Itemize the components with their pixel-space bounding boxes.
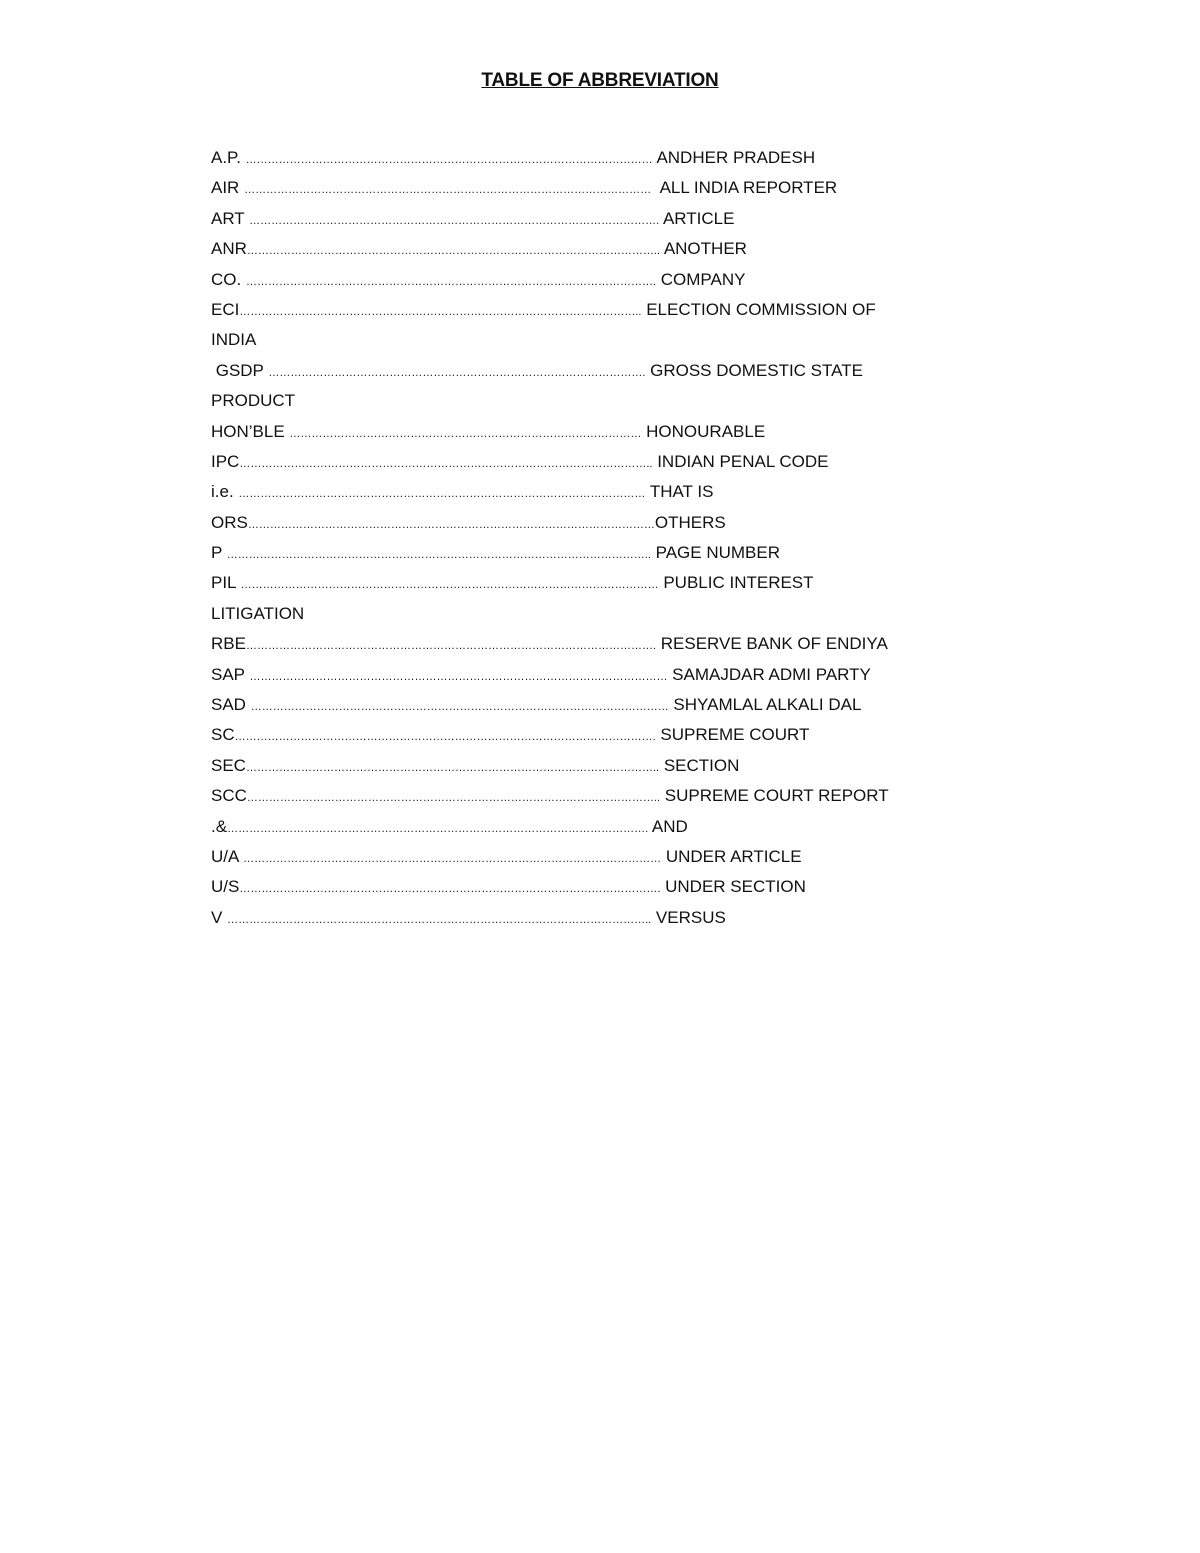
abbreviation-entry xyxy=(211,234,1041,264)
page-title: TABLE OF ABBREVIATION xyxy=(481,70,719,91)
abbreviation-entry xyxy=(211,538,1041,568)
abbreviation-entry xyxy=(211,720,1041,750)
expansion: UNDER ARTICLE xyxy=(661,846,802,866)
dot-leader: …………………………………………………………………………………………………… xyxy=(243,852,662,865)
dot-leader: …………………………………………………………………………………………………. xyxy=(249,214,660,227)
abbreviation-entry xyxy=(211,660,1041,690)
abbreviation: ANR xyxy=(211,239,247,259)
abbreviation-entry xyxy=(211,143,1041,173)
abbreviation-entry xyxy=(211,356,1041,386)
abbreviation: GSDP xyxy=(211,360,269,380)
dot-leader: …………………………………………………………………………………………………….. xyxy=(227,913,652,926)
dot-leader: ……………………………………………………………………………………………………. xyxy=(239,883,661,896)
dot-leader: ……………………………………………………………………………………………………. xyxy=(234,731,656,744)
abbreviation-entry xyxy=(211,477,1041,507)
abbreviation: RBE xyxy=(211,634,246,654)
expansion: SHYAMLAL ALKALI DAL xyxy=(668,695,862,715)
dot-leader: ………………………………………………………………………………………………… xyxy=(245,154,653,166)
abbreviation: AIR xyxy=(211,178,245,198)
abbreviation-entry xyxy=(211,447,1041,477)
entry-continuation xyxy=(211,325,1041,355)
entry-continuation xyxy=(211,386,1041,416)
abbreviation: U/S xyxy=(211,877,240,897)
expansion: ANDHER PRADESH xyxy=(652,148,816,167)
dot-leader: ………………………………………………………………………………………………… xyxy=(244,184,652,197)
abbreviation-entry xyxy=(211,903,1041,933)
expansion: ELECTION COMMISSION OF xyxy=(641,299,876,319)
abbreviation-entry xyxy=(211,812,1041,842)
expansion: ALL INDIA REPORTER xyxy=(651,178,838,198)
expansion: SUPREME COURT xyxy=(655,725,810,745)
abbreviation: .& xyxy=(211,816,228,836)
abbreviation-entry xyxy=(211,173,1041,203)
entry-continuation xyxy=(211,599,1041,629)
abbreviation-entry xyxy=(211,629,1041,659)
abbreviation-entry xyxy=(211,417,1041,447)
dot-leader: ……………………………………………………………………………………………………. xyxy=(227,822,649,835)
abbreviation-entry xyxy=(211,295,1041,325)
abbreviation: i.e. xyxy=(211,482,239,502)
abbreviation: V xyxy=(211,907,228,927)
expansion: SUPREME COURT REPORT xyxy=(660,786,889,806)
dot-leader: …………………………………………………………………………………………………… xyxy=(249,670,668,683)
expansion: AND xyxy=(648,816,688,836)
expansion: HONOURABLE xyxy=(641,421,766,441)
expansion-continuation: PRODUCT xyxy=(211,391,296,411)
expansion: RESERVE BANK OF ENDIYA xyxy=(656,634,888,654)
abbreviation: SAD xyxy=(211,695,251,715)
abbreviation-entry xyxy=(211,508,1041,538)
dot-leader: …………………………………………………………………………………… xyxy=(289,427,642,440)
abbreviation: HON’BLE xyxy=(211,421,290,441)
expansion: UNDER SECTION xyxy=(660,877,806,897)
expansion: COMPANY xyxy=(656,269,746,289)
dot-leader: ……………………………………………………………………………………………….. xyxy=(239,305,642,318)
expansion: GROSS DOMESTIC STATE xyxy=(645,360,863,380)
abbreviation: ECI xyxy=(211,299,240,319)
abbreviation: P xyxy=(211,543,227,563)
dot-leader: …………………………………………………………………………………………………… xyxy=(240,579,659,592)
dot-leader: …………………………………………………………………………………………………….. xyxy=(226,549,651,562)
abbreviation: ART xyxy=(211,208,250,228)
abbreviation: CO. xyxy=(211,269,246,289)
abbreviation: SCC xyxy=(211,786,247,806)
abbreviation-entry xyxy=(211,751,1041,781)
dot-leader: …………………………………………………………………………………………. xyxy=(268,366,646,379)
dot-leader: …………………………………………………………………………………………………. xyxy=(245,275,657,288)
expansion: PAGE NUMBER xyxy=(650,543,780,563)
abbreviation-entry xyxy=(211,842,1041,872)
expansion-continuation: INDIA xyxy=(211,330,257,350)
abbreviation-entry xyxy=(211,568,1041,598)
expansion: PUBLIC INTEREST xyxy=(658,573,814,593)
expansion: SECTION xyxy=(659,755,740,775)
abbreviation-entry xyxy=(211,265,1041,295)
abbreviation: SAP xyxy=(211,664,250,684)
dot-leader: ………………………………………………………………………………………………….. xyxy=(246,245,661,258)
dot-leader: ………………………………………………………………………………………………….. xyxy=(245,761,660,774)
abbreviation-entry xyxy=(211,690,1041,720)
abbreviation: U/A xyxy=(211,846,244,866)
expansion: ANOTHER xyxy=(660,239,747,259)
dot-leader: …………………………………………………………………………………………………. xyxy=(245,640,657,653)
abbreviation-entry xyxy=(211,204,1041,234)
expansion: ARTICLE xyxy=(659,208,735,228)
dot-leader: ………………………………………………………………………………………………….. xyxy=(239,457,653,470)
expansion: OTHERS xyxy=(654,512,726,532)
expansion: THAT IS xyxy=(645,482,714,502)
dot-leader: …………………………………………………………………………………………………… xyxy=(250,701,669,714)
abbreviation: A.P. xyxy=(211,148,246,167)
abbreviation: SEC xyxy=(211,755,246,775)
abbreviation: IPC xyxy=(211,451,240,471)
expansion-continuation: LITIGATION xyxy=(211,603,305,623)
abbreviation: ORS xyxy=(211,512,248,532)
dot-leader: ………………………………………………………………………………………………… xyxy=(238,488,646,501)
expansion: VERSUS xyxy=(651,907,726,927)
abbreviation: PIL xyxy=(211,573,241,593)
abbreviation-entry xyxy=(211,872,1041,902)
abbreviation: SC xyxy=(211,725,235,745)
expansion: SAMAJDAR ADMI PARTY xyxy=(667,664,871,684)
dot-leader: ………………………………………………………………………………………………….. xyxy=(246,792,661,805)
abbreviation-entry xyxy=(211,781,1041,811)
abbreviation-list xyxy=(211,143,1041,933)
expansion: INDIAN PENAL CODE xyxy=(652,451,829,471)
dot-leader: ………………………………………………………………………………………………… xyxy=(247,518,655,531)
